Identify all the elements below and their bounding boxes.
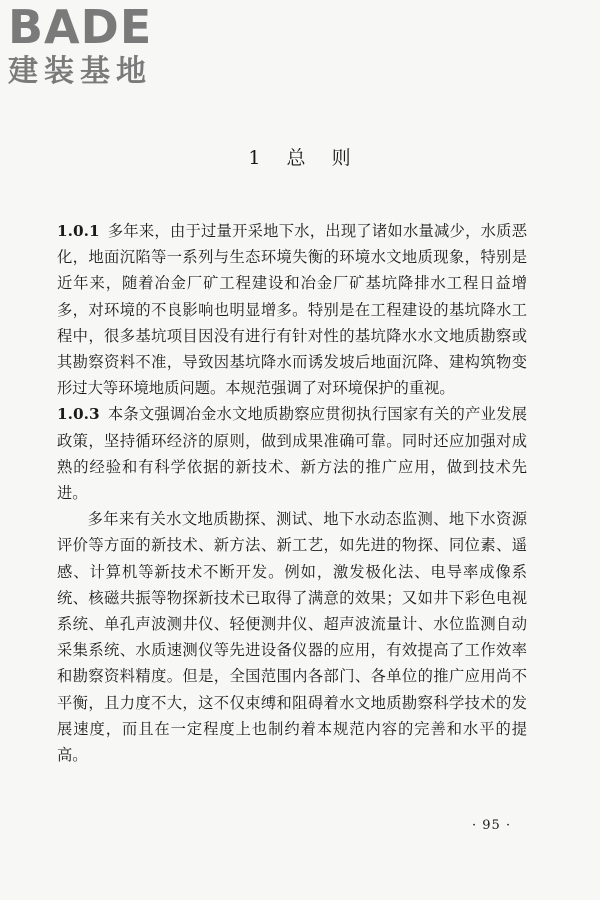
paragraph-text: 多年来，由于过量开采地下水，出现了诸如水量减少，水质恶化，地面沉陷等一系列与生态环境失衡的环境水文地质现象，特别是近年来，随着冶金厂矿工程建设和冶金厂矿基坑降排水工程日益增多，对环境的不良影响也明显增多。特别是在工程建设的基坑降水工程中，很多基坑项目因没有进行有针对性的基坑降水水文地质勘察或其勘察资料不准，导致因基坑降水而诱发坡后地面沉降、建构筑物变形过大等环境地质问题。本规范强调了对环境保护的重视。 — [57, 222, 527, 398]
page-number: · 95 · — [472, 818, 512, 833]
paragraph-text: 本条文强调冶金水文地质勘察应贯彻执行国家有关的产业发展政策，坚持循环经济的原则，做到成果准确可靠。同时还应加强对成熟的经验和有科学依据的新技术、新方法的推广应用，做到技术先进。 — [57, 405, 527, 503]
logo-subtitle: 建装基地 — [8, 54, 152, 89]
body-text — [57, 218, 527, 768]
clause-number: 1.0.3 — [57, 405, 100, 424]
bade-logo — [8, 0, 178, 90]
paragraph-text: 多年来有关水文地质勘探、测试、地下水动态监测、地下水资源评价等方面的新技术、新方法、新工艺，如先进的物探、同位素、遥感、计算机等新技术不断开发。例如，激发极化法、电导率成像系统、核磁共振等物探新技术已取得了满意的效果；又如井下彩色电视系统、单孔声波测井仪、轻便测井仪、超声波流量计、水位监测自动采集系统、水质速测仪等先进设备仪器的应用，有效提高了工作效率和勘察资料精度。但是，全国范围内各部门、各单位的推广应用尚不平衡，且力度不大，这不仅束缚和阻碍着水文地质勘察科学技术的发展速度，而且在一定程度上也制约着本规范内容的完善和水平的提高。 — [57, 510, 527, 765]
paragraph-1-0-3 — [57, 401, 527, 506]
clause-number: 1.0.1 — [57, 222, 100, 240]
logo-mark: BADE — [8, 0, 153, 54]
paragraph-1-0-1 — [57, 218, 527, 401]
paragraph-continuation — [57, 506, 527, 768]
chapter-title: 1 总 则 — [248, 147, 352, 169]
